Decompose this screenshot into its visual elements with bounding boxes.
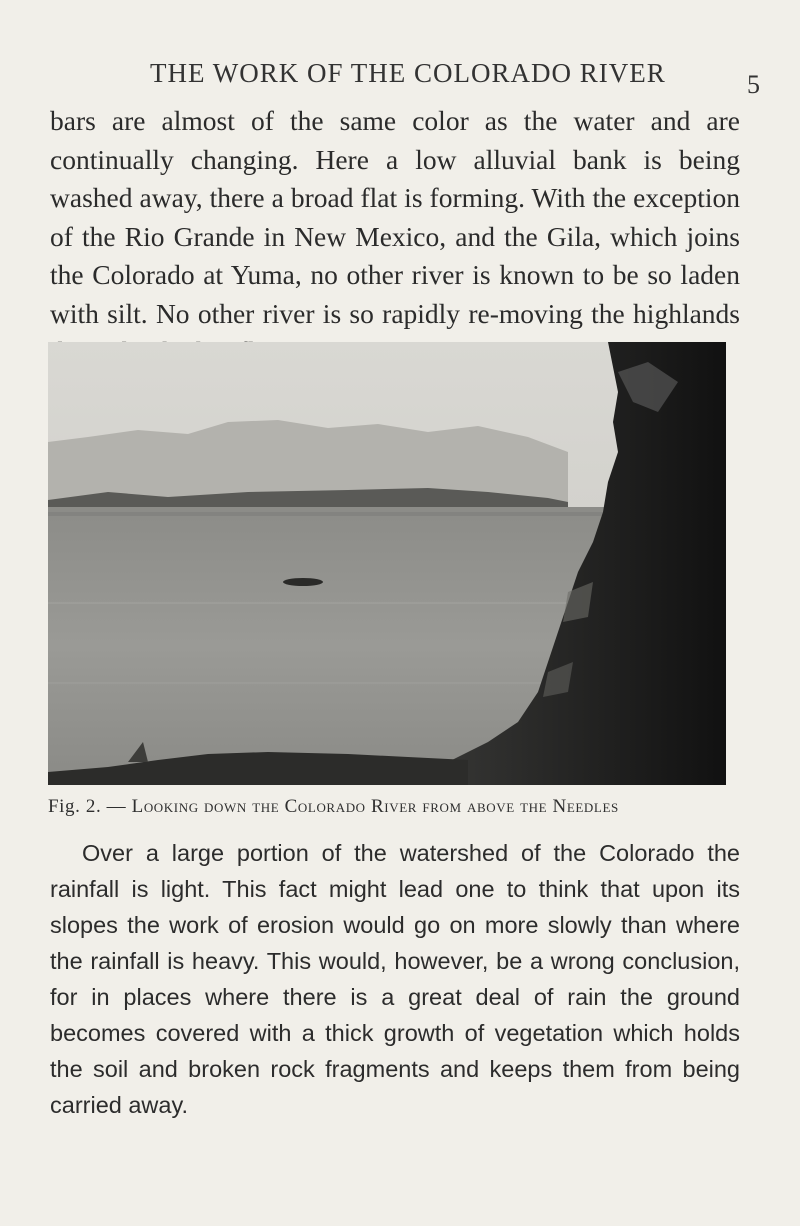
paragraph-bottom: Over a large portion of the watershed of the Colorado the rainfall is light. This fact might lead one to think that upon its slopes the work of erosion would go on more slowly than where the rainfall is heavy. This would, however, be a wrong conclusion, for in places where there is a great deal of rain the ground becomes covered with a thick growth of vegetation which holds the soil and broken rock fragments and keeps them from being carried away. [50, 840, 740, 1118]
page-number: 5 [747, 70, 760, 99]
figure-label: Fig. 2. [48, 796, 102, 817]
small-island [283, 578, 323, 586]
river-photograph [48, 342, 726, 785]
figure-dash: — [101, 796, 132, 817]
river-photo-svg [48, 342, 726, 785]
paragraph-top: bars are almost of the same color as the water and are continually changing. Here a low alluvial bank is being washed away, there a broad flat is forming. With the exception of the Rio Grande in New Mexico, and the Gila, which joins the Colorado at Yuma, no other river is known to be so laden with silt. No other river is so rapidly re-moving the highlands [50, 105, 740, 329]
figure-title: Looking down the Colorado River from above the Needles [131, 796, 619, 817]
running-head: THE WORK OF THE COLORADO RIVER [150, 58, 666, 88]
figure-caption [48, 796, 748, 818]
page-header [150, 58, 760, 98]
